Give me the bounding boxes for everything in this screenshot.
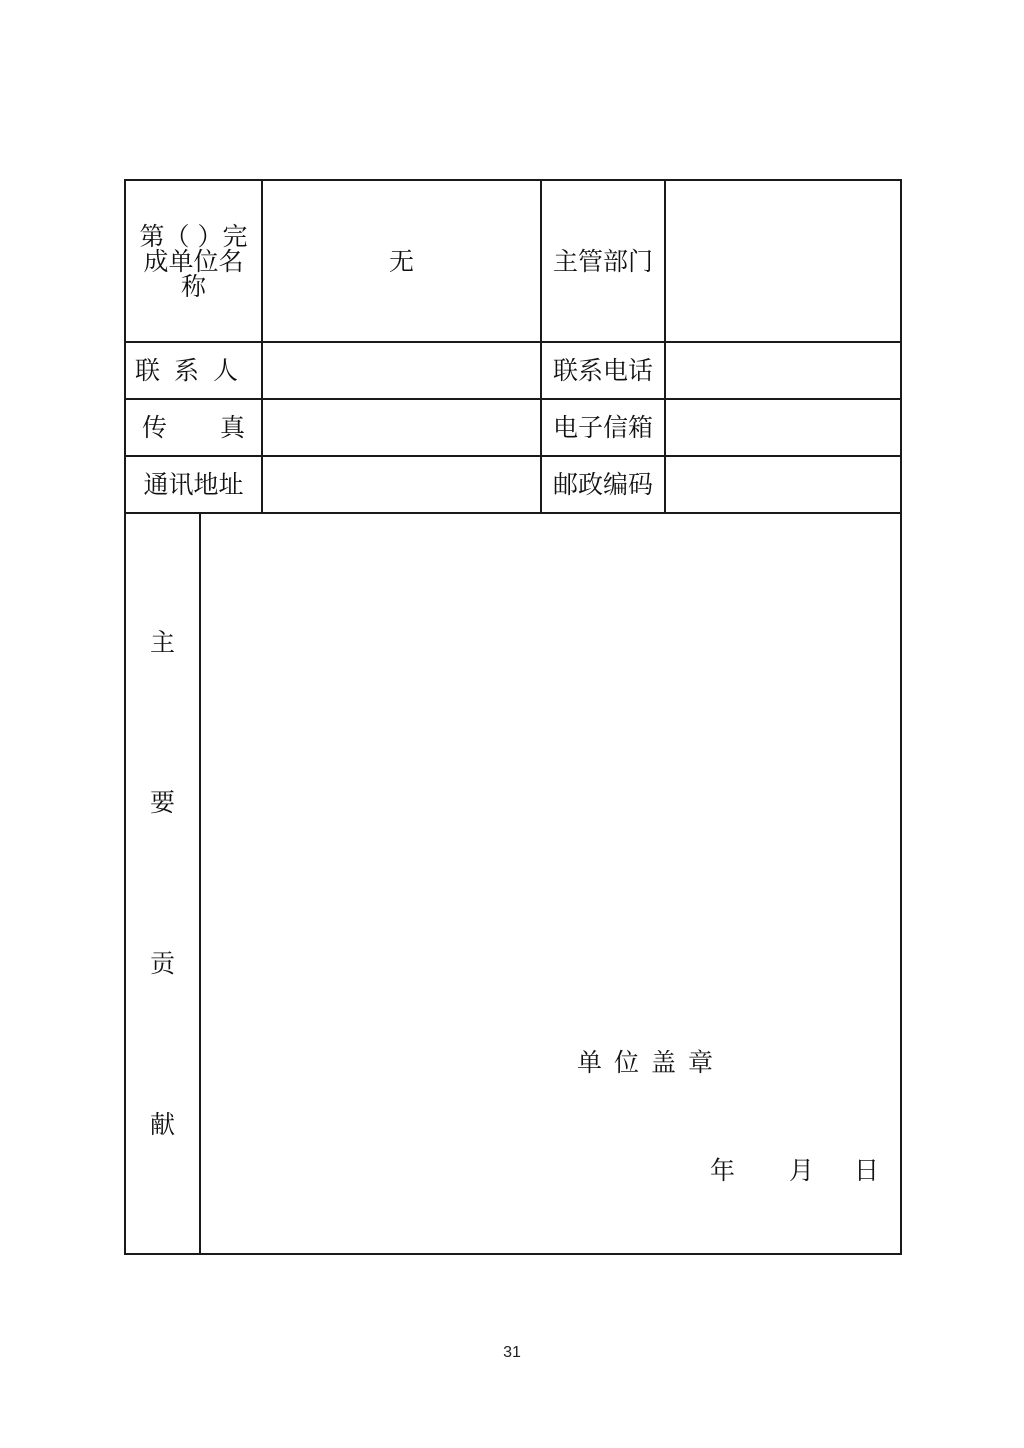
unit-name-label-line3: 称 bbox=[181, 271, 207, 301]
phone-value[interactable] bbox=[665, 342, 901, 399]
fax-label-char1: 传 bbox=[142, 413, 168, 442]
supervisor-label: 主管部门 bbox=[541, 180, 665, 342]
contribution-label-char: 贡 bbox=[149, 949, 175, 978]
fax-label-char2: 真 bbox=[220, 413, 246, 442]
fax-value[interactable] bbox=[262, 399, 541, 456]
postcode-value[interactable] bbox=[665, 456, 901, 513]
date-day: 日 bbox=[854, 1156, 880, 1185]
unit-name-value[interactable]: 无 bbox=[262, 180, 541, 342]
contribution-label-char: 要 bbox=[149, 788, 175, 817]
date-year: 年 bbox=[710, 1156, 736, 1185]
postcode-label: 邮政编码 bbox=[541, 456, 665, 513]
unit-name-label bbox=[125, 180, 262, 342]
contact-label bbox=[125, 342, 262, 399]
contribution-value[interactable] bbox=[200, 513, 901, 1254]
email-label: 电子信箱 bbox=[541, 399, 665, 456]
address-value[interactable] bbox=[262, 456, 541, 513]
fax-label bbox=[125, 399, 262, 456]
completion-unit-form bbox=[124, 179, 902, 1255]
contact-label-text: 联系人 bbox=[135, 356, 253, 385]
unit-name-label-line2: 成单位名 bbox=[143, 246, 244, 276]
email-value[interactable] bbox=[665, 399, 901, 456]
date-month: 月 bbox=[789, 1156, 815, 1185]
page-number: 31 bbox=[503, 1344, 521, 1361]
contribution-label-char: 主 bbox=[149, 628, 175, 657]
supervisor-value[interactable] bbox=[665, 180, 901, 342]
address-label: 通讯地址 bbox=[125, 456, 262, 513]
phone-label: 联系电话 bbox=[541, 342, 665, 399]
unit-name-label-line1: 第（ ）完 bbox=[139, 221, 248, 251]
contact-value[interactable] bbox=[262, 342, 541, 399]
contribution-label bbox=[125, 513, 200, 1254]
seal-label: 单位盖章 bbox=[577, 1048, 726, 1077]
contribution-label-char: 献 bbox=[149, 1110, 175, 1139]
